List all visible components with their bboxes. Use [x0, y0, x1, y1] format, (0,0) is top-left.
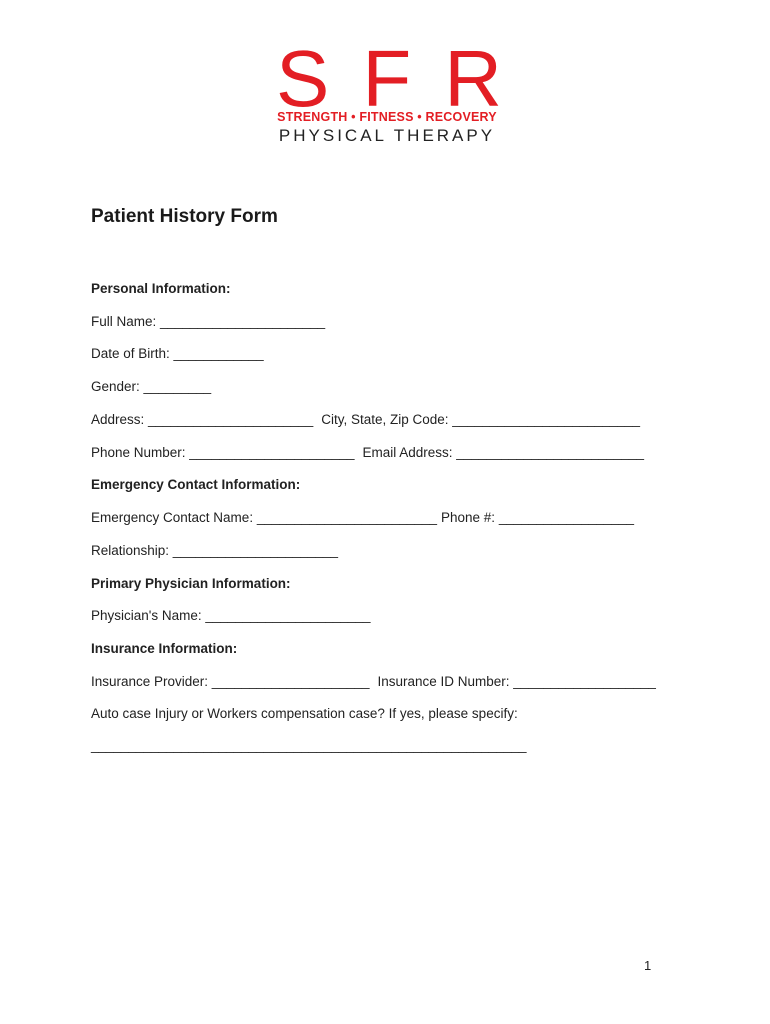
auto-case-question: Auto case Injury or Workers compensation case? If yes, please specify: [91, 706, 518, 721]
address-row [91, 412, 640, 427]
sfr-logo [272, 34, 502, 238]
section-emergency-contact: Emergency Contact Information: [91, 477, 301, 492]
logo-tagline: STRENGTH • FITNESS • RECOVERY [277, 110, 497, 124]
form-title: Patient History Form [91, 206, 278, 227]
logo-letter-f: F [362, 34, 412, 123]
relationship-field[interactable]: Relationship: ______________________ [91, 543, 338, 558]
city-state-zip-field[interactable]: City, State, Zip Code: _________________________ [321, 412, 640, 427]
section-personal-information: Personal Information: [91, 281, 231, 296]
logo-letter-s: S [276, 34, 330, 123]
email-address-field[interactable]: Email Address: _________________________ [362, 445, 644, 460]
emergency-contact-row [91, 510, 634, 525]
section-primary-physician: Primary Physician Information: [91, 576, 291, 591]
logo-subtitle: PHYSICAL THERAPY [278, 126, 496, 145]
physician-name-field[interactable]: Physician's Name: ______________________ [91, 608, 371, 623]
phone-number-field[interactable]: Phone Number: ______________________ [91, 445, 355, 460]
emergency-phone-field[interactable]: Phone #: __________________ [441, 510, 634, 525]
logo-letter-r: R [444, 34, 502, 123]
gender-field[interactable]: Gender: _________ [91, 379, 212, 394]
section-insurance-information: Insurance Information: [91, 641, 238, 656]
emergency-contact-name-field[interactable]: Emergency Contact Name: ________________________ [91, 510, 438, 525]
insurance-row [91, 674, 656, 689]
auto-case-specify-field[interactable]: __________________________________________________________ [91, 738, 527, 753]
address-field[interactable]: Address: ______________________ [91, 412, 314, 427]
full-name-field[interactable]: Full Name: ______________________ [91, 314, 326, 329]
insurance-provider-field[interactable]: Insurance Provider: _____________________ [91, 674, 370, 689]
date-of-birth-field[interactable]: Date of Birth: ____________ [91, 346, 264, 361]
page-number: 1 [644, 958, 652, 973]
phone-email-row [91, 445, 644, 460]
insurance-id-field[interactable]: Insurance ID Number: ___________________ [377, 674, 656, 689]
